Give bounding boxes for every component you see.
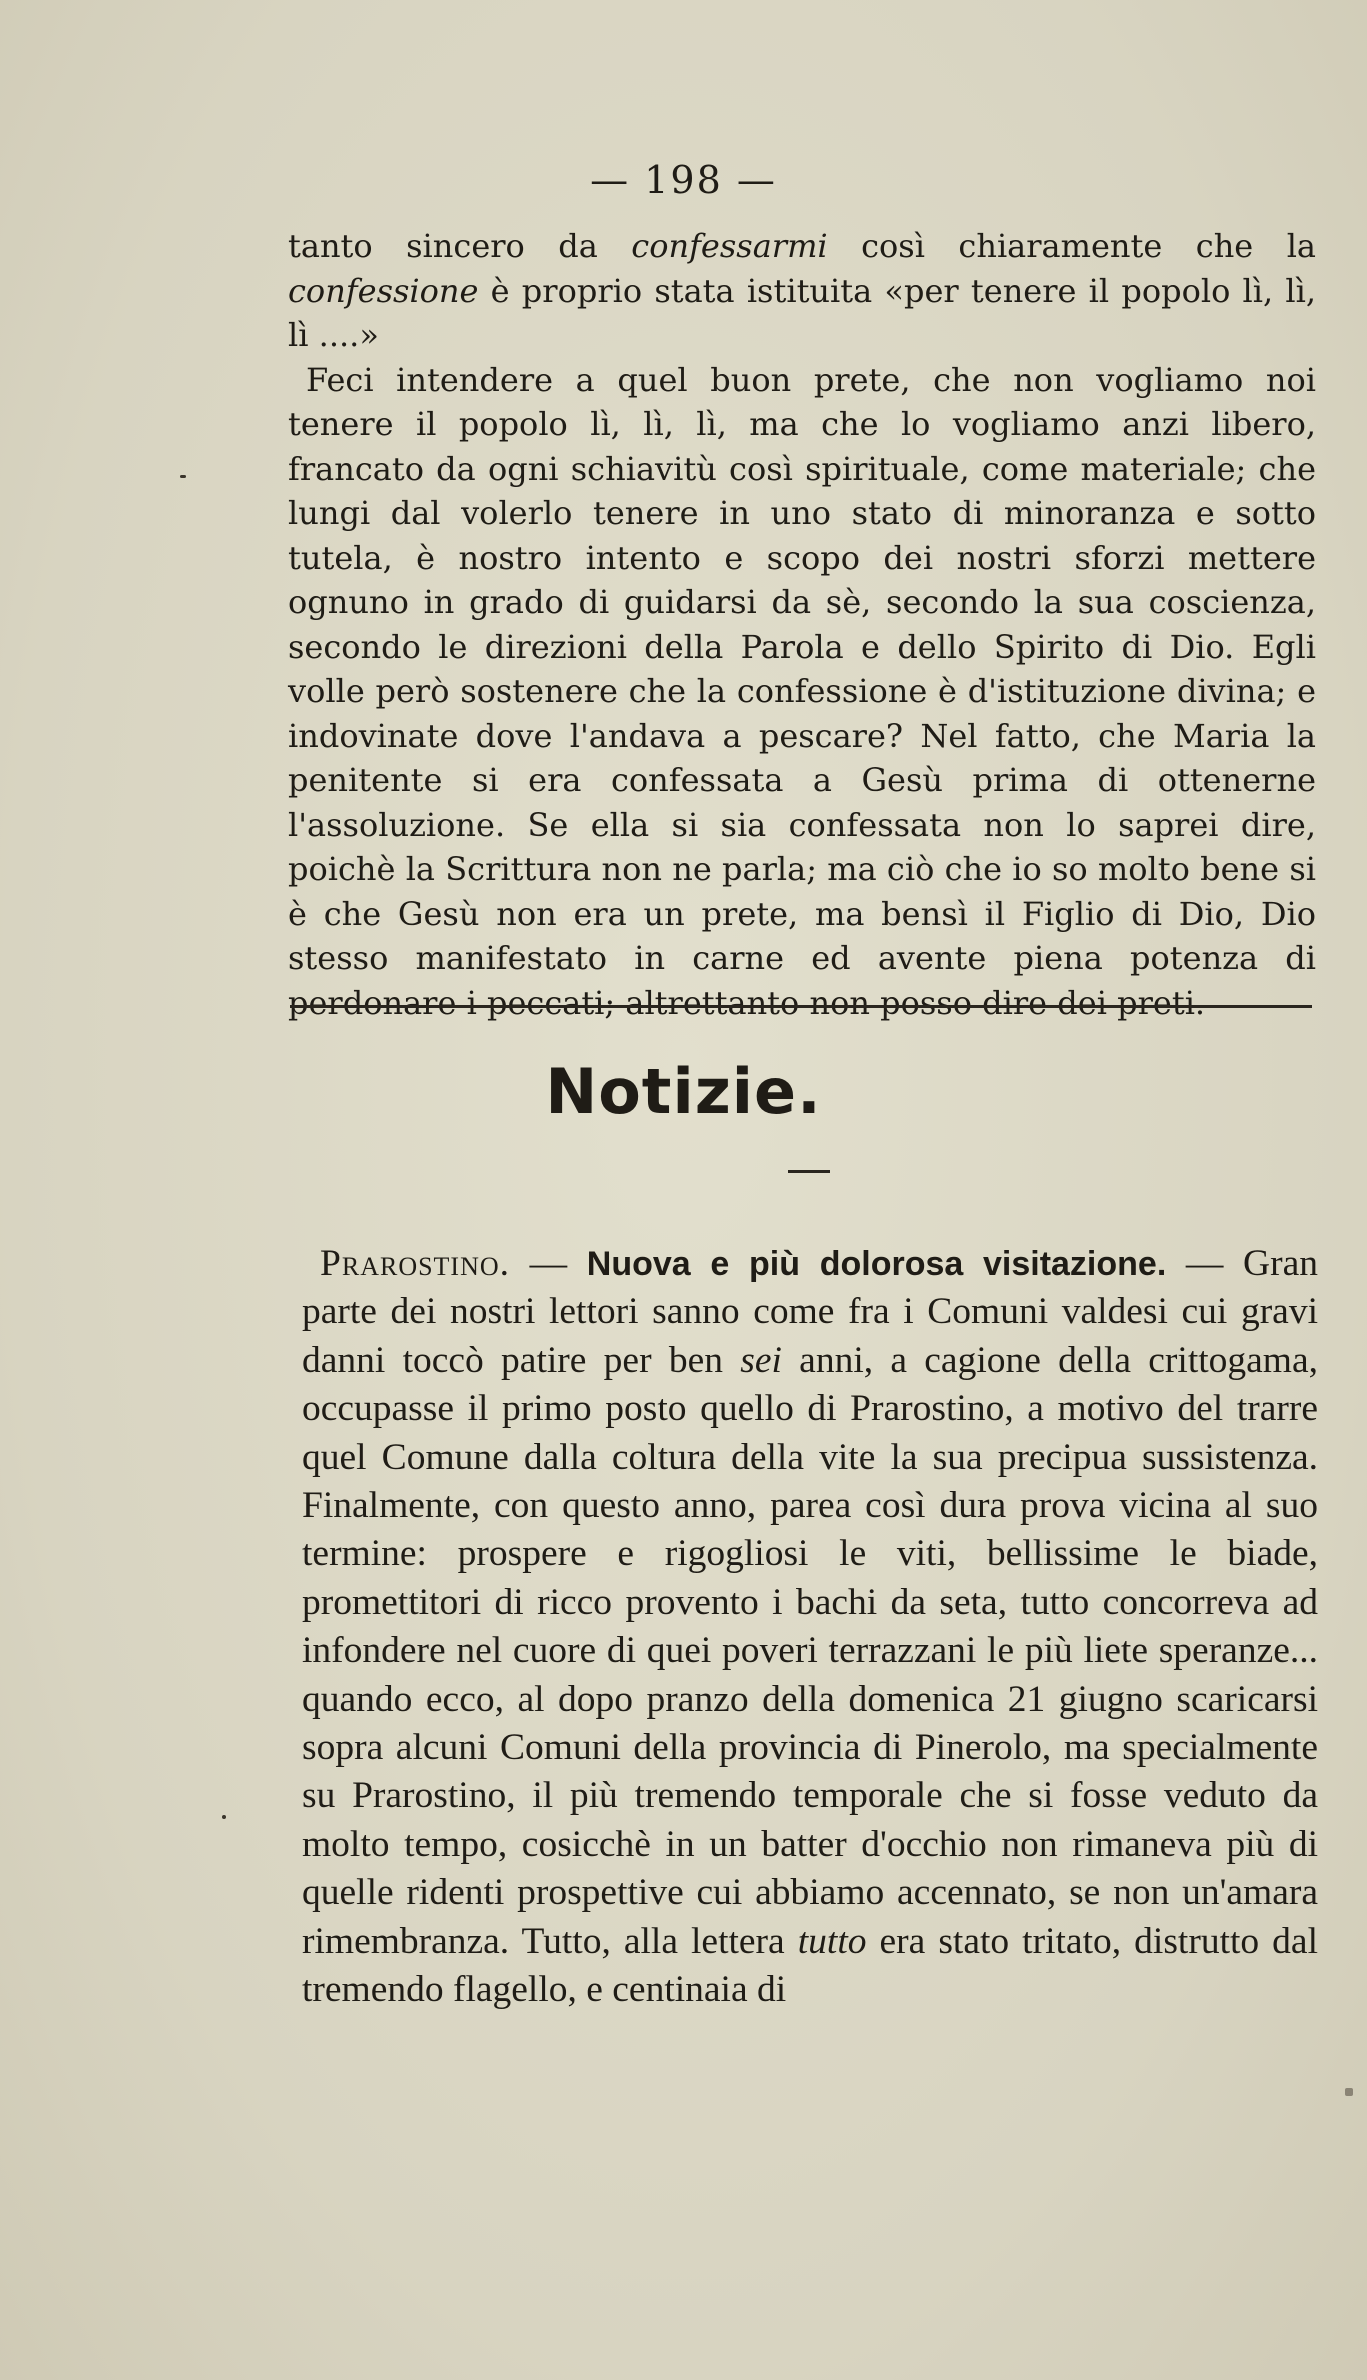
text-run: era stato tritato, distrutto dal tremendo flagello, e centinaia di	[302, 1920, 1318, 2011]
paragraph	[302, 1240, 1318, 2015]
paragraph: Feci intendere a quel buon prete, che non vogliamo noi tenere il popolo lì, lì, lì, ma che lo vogliamo anzi libero, francato da ogni schiavitù così spirituale, come materiale; che lungi dal volerlo tenere in uno stato di minoranza e sotto tutela, è nostro intento e scopo dei nostri sforzi mettere ognuno in grado di guidarsi da sè, secondo la sua coscienza, secondo le direzioni della Parola e dello Spirito di Dio. Egli volle però sostenere che la confessione è d'istituzione divina; e indovinate dove l'andava a pescare? Nel fatto, che Maria la penitente si era confessata a Gesù prima di ottenerne l'assoluzione. Se ella si sia confessata non lo saprei dire, poichè la Scrittura non ne parla; ma ciò che io so molto bene si è che Gesù non era un prete, ma bensì il Figlio di Dio, Dio stesso manifestato in carne ed avente piena potenza di perdonare i peccati; altrettanto non posso dire dei preti.	[288, 360, 1316, 1022]
text-run: tanto sincero da	[288, 227, 632, 265]
italic-word: confessione	[288, 271, 479, 310]
ink-speck	[1345, 2088, 1353, 2096]
text-run: così chiaramente che la	[827, 227, 1316, 265]
heading-dash	[788, 1170, 830, 1173]
text-run: — Gran parte dei nostri lettori sanno come fra i Comuni valdesi cui gravi danni toccò patire per ben	[302, 1243, 1318, 1381]
news-place: Prarostino.	[320, 1243, 511, 1284]
section-heading: Notizie.	[545, 1055, 822, 1128]
news-item	[302, 1240, 1318, 2015]
paragraph	[288, 224, 1316, 358]
text-block-top	[288, 224, 1316, 1025]
italic-word: sei	[740, 1339, 782, 1381]
italic-word: confessarmi	[631, 227, 828, 265]
text-run: è proprio stata istituita «per tenere il popolo lì, lì, lì ....»	[288, 271, 1316, 354]
text-run: —	[510, 1243, 587, 1284]
section-divider	[290, 1005, 1312, 1008]
text-run: anni, a cagione della crittogama, occupasse il primo posto quello di Prarostino, a motivo del trarre quel Comune dalla coltura della vite la sua precipua sussistenza. Finalmente, con questo anno, parea così dura prova vicina al suo termine: prospere e rigogliosi le viti, bellissime le biade, promettitori di ricco provento i bachi da seta, tutto concorreva ad infondere nel cuore di quei poveri terrazzani le più liete speranze... quando ecco, al dopo pranzo della domenica 21 giugno scaricarsi sopra alcuni Comuni della provincia di Pinerolo, ma specialmente su Prarostino, il più tremendo temporale che si fosse veduto da molto tempo, cosicchè in un batter d'occhio non rimaneva più di quelle ridenti prospettive cui abbiamo accennato, se non un'amara rimembranza. Tutto, alla lettera	[302, 1339, 1318, 1962]
ink-speck	[180, 475, 186, 478]
italic-word: tutto	[797, 1920, 867, 1962]
news-title: Nuova e più dolorosa visitazione.	[586, 1245, 1167, 1283]
ink-speck	[222, 1815, 226, 1819]
page-number: — 198 —	[590, 158, 777, 202]
